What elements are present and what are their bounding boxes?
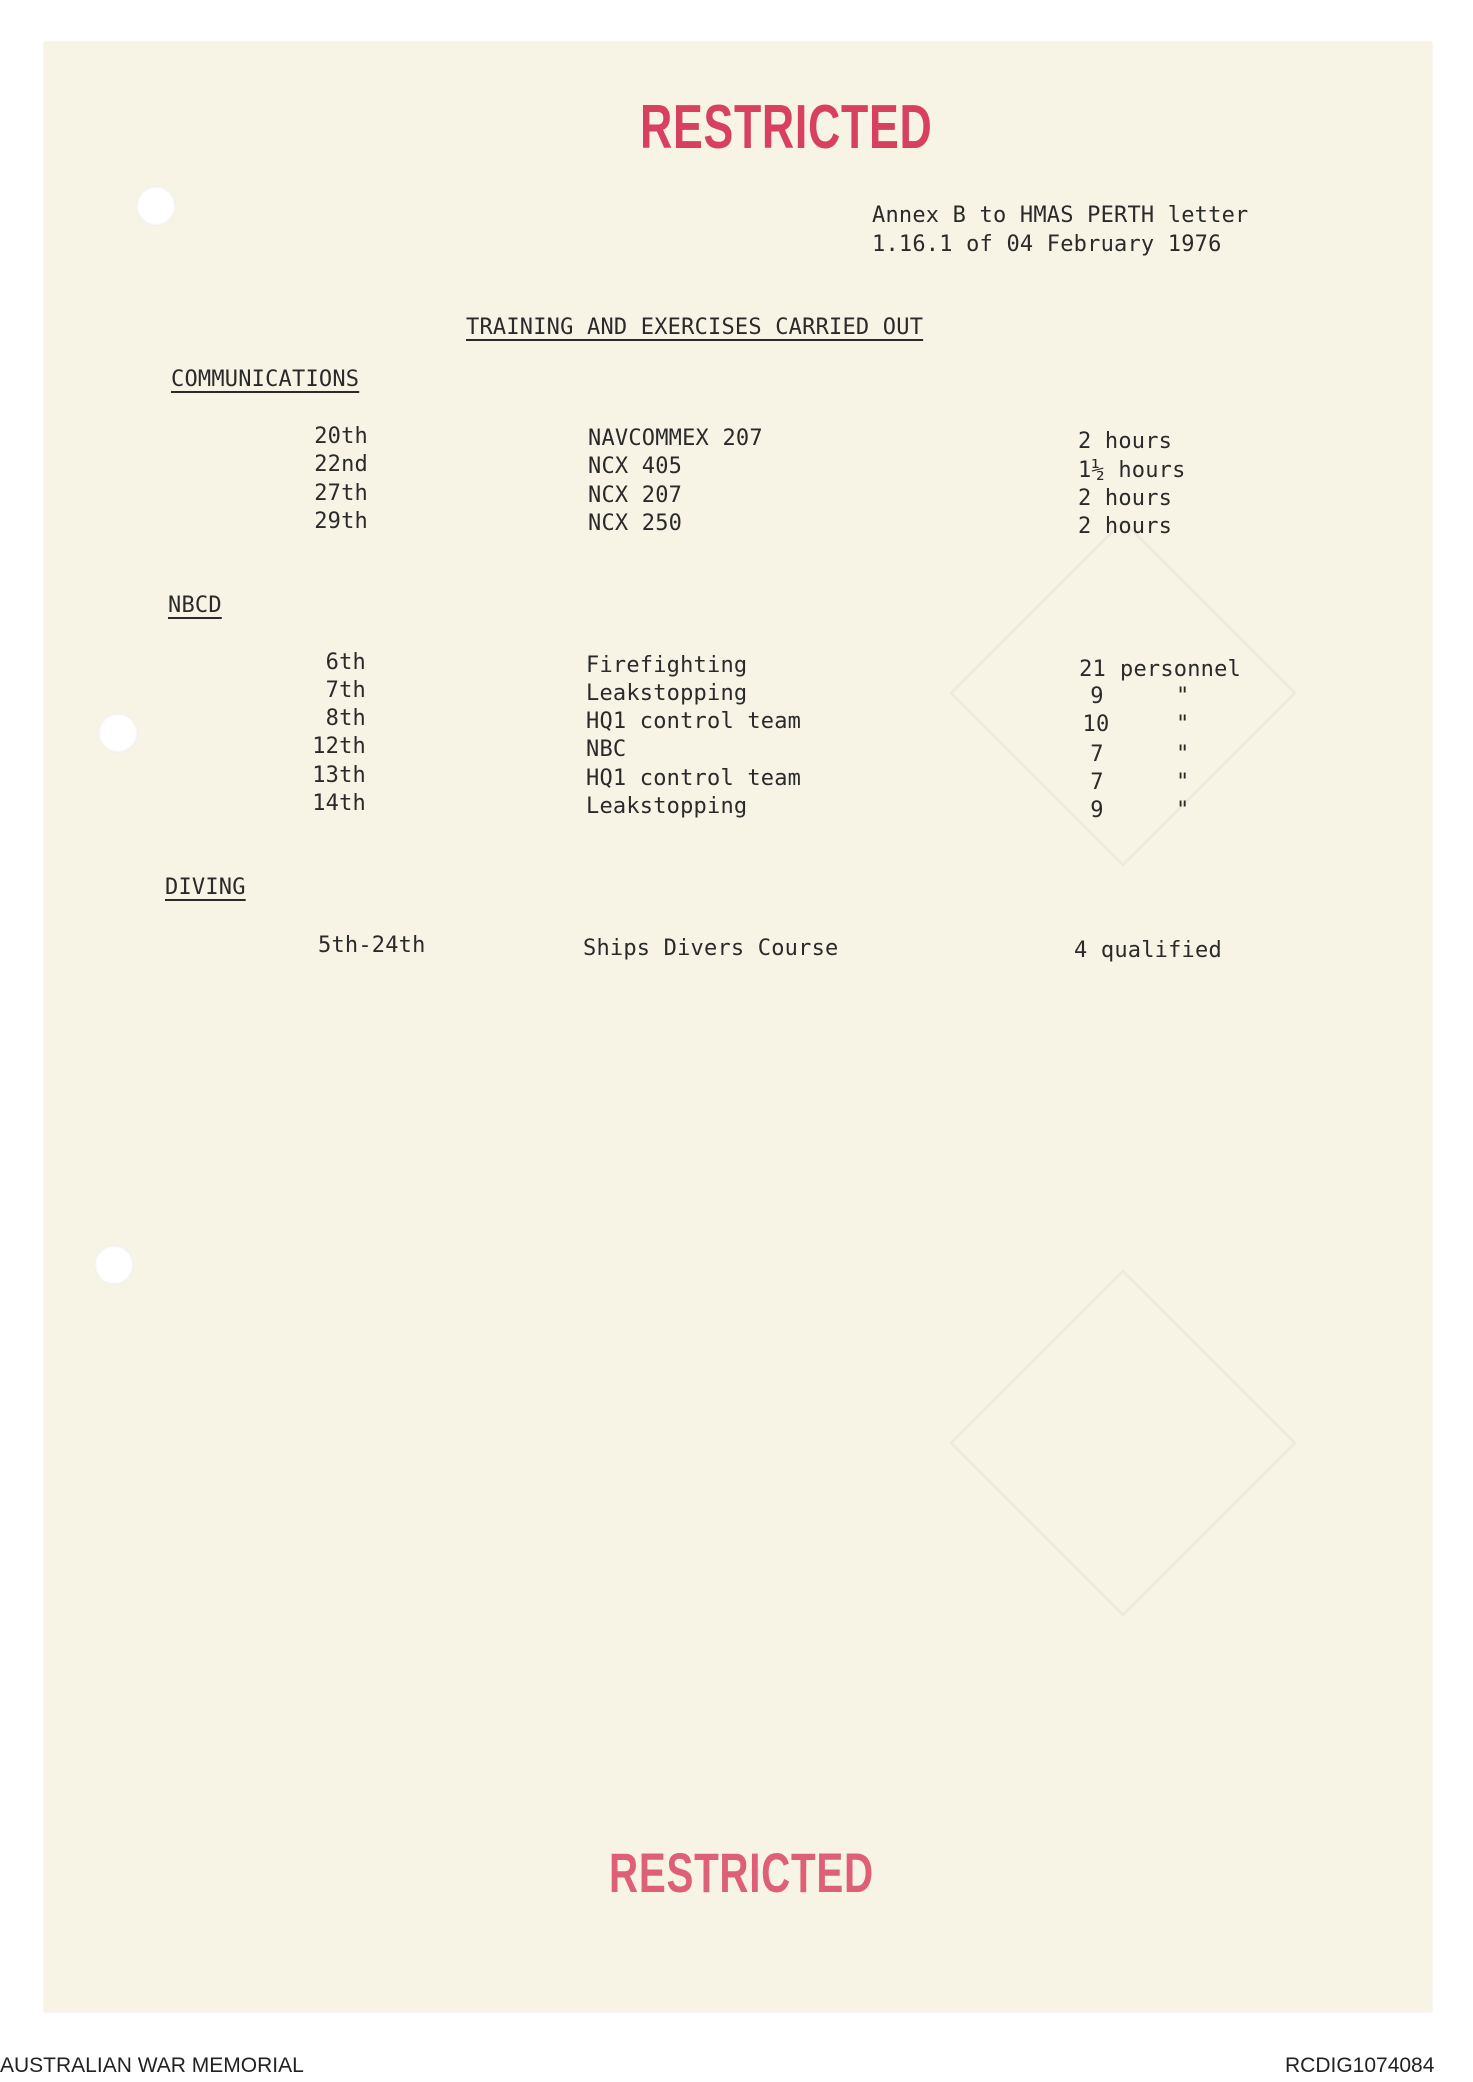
row-activity: Ships Divers Course (583, 936, 839, 961)
footer-record-id: RCDIG1074084 (1285, 2054, 1435, 2077)
row-ditto-mark: " (1176, 712, 1190, 737)
row-date: 29th (314, 509, 368, 534)
row-ditto-mark: " (1176, 770, 1190, 795)
row-date: 12th (312, 734, 366, 759)
punch-hole-bottom (94, 1245, 134, 1285)
row-ditto-mark: " (1176, 742, 1190, 767)
row-date: 27th (314, 481, 368, 506)
restricted-stamp-bottom: RESTRICTED (609, 1841, 874, 1904)
row-result: 2 hours (1078, 486, 1173, 511)
document-title: TRAINING AND EXERCISES CARRIED OUT (466, 315, 924, 340)
row-date: 6th (325, 650, 366, 675)
row-result: 4 qualified (1074, 938, 1222, 963)
punch-hole-middle (98, 713, 138, 753)
row-date: 8th (325, 706, 366, 731)
row-unit: personnel (1120, 657, 1242, 682)
row-date: 13th (312, 763, 366, 788)
row-activity: HQ1 control team (586, 709, 802, 734)
row-result: 2 hours (1078, 514, 1173, 539)
row-date: 22nd (314, 452, 368, 477)
footer-archive-name: AUSTRALIAN WAR MEMORIAL (0, 2054, 304, 2077)
row-count: 7 (1090, 770, 1104, 795)
annex-reference-line1: Annex B to HMAS PERTH letter (872, 203, 1249, 228)
section-heading-communications: COMMUNICATIONS (171, 367, 360, 392)
row-activity: NCX 207 (588, 483, 683, 508)
row-count: 9 (1090, 798, 1104, 823)
annex-reference-line2: 1.16.1 of 04 February 1976 (872, 232, 1222, 257)
restricted-stamp-top: RESTRICTED (640, 93, 933, 162)
row-date: 14th (312, 791, 366, 816)
section-heading-diving: DIVING (165, 875, 246, 900)
punch-hole-top (136, 186, 176, 226)
row-activity: HQ1 control team (586, 766, 802, 791)
row-result: 2 hours (1078, 429, 1173, 454)
row-activity: Leakstopping (586, 681, 748, 706)
row-date: 5th-24th (318, 933, 426, 958)
section-heading-nbcd: NBCD (168, 593, 222, 618)
row-count: 21 (1079, 657, 1106, 682)
row-activity: NCX 250 (588, 511, 683, 536)
row-ditto-mark: " (1176, 798, 1190, 823)
row-activity: NBC (586, 737, 627, 762)
row-result: 1½ hours (1078, 458, 1186, 483)
row-ditto-mark: " (1176, 684, 1190, 709)
row-date: 7th (325, 678, 366, 703)
row-activity: Leakstopping (586, 794, 748, 819)
row-count: 7 (1090, 742, 1104, 767)
row-activity: NAVCOMMEX 207 (588, 426, 763, 451)
row-count: 10 (1082, 712, 1110, 737)
row-count: 9 (1090, 684, 1104, 709)
row-activity: NCX 405 (588, 454, 683, 479)
row-activity: Firefighting (586, 653, 748, 678)
row-date: 20th (314, 424, 368, 449)
